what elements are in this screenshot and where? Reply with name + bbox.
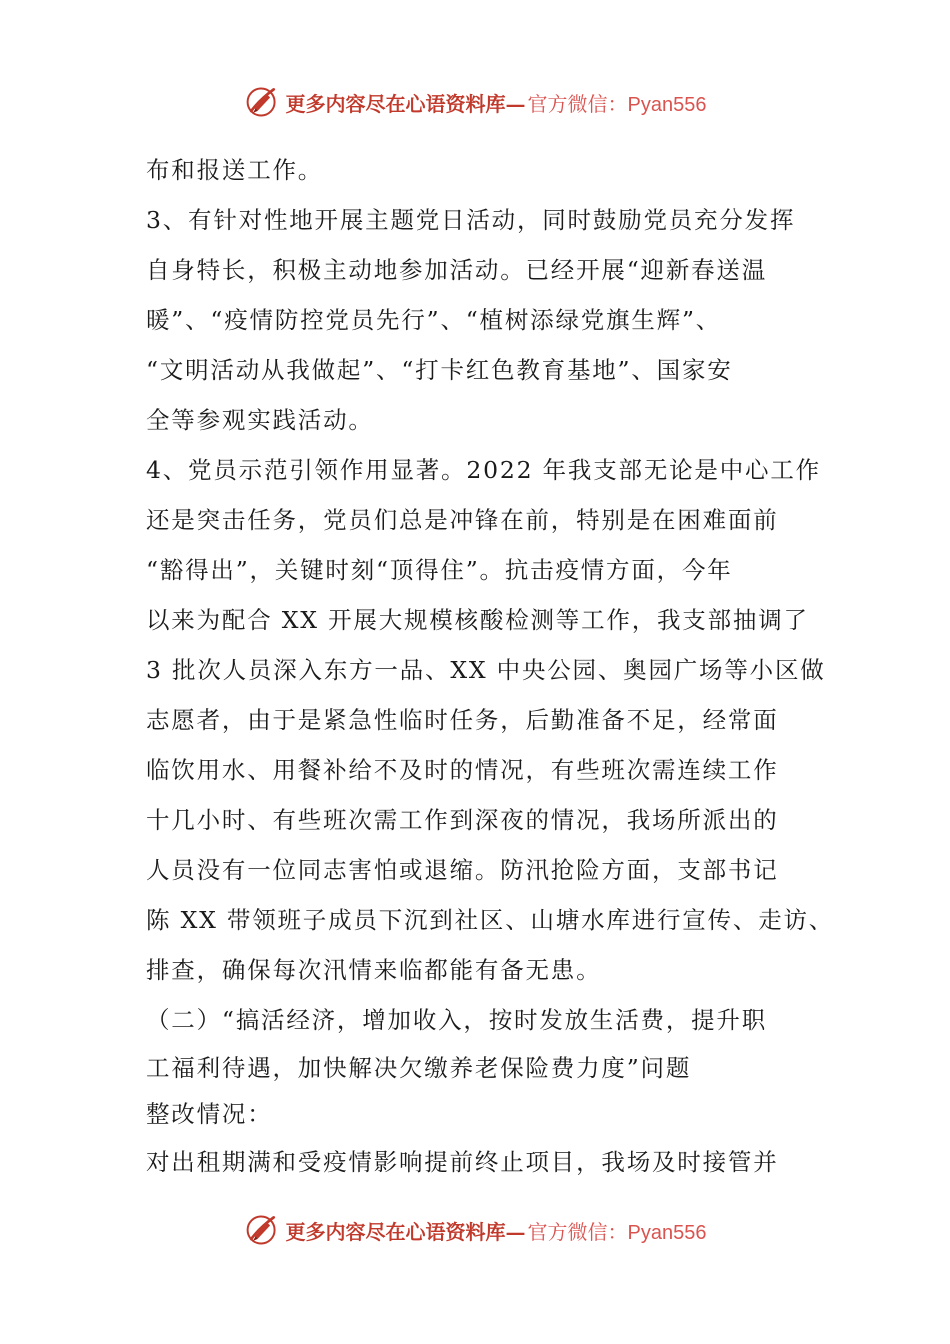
text-line: 自身特长，积极主动地参加活动。已经开展“迎新春送温: [146, 256, 768, 284]
watermark-wechat-id: Pyan556: [627, 93, 707, 116]
header-watermark-banner: [0, 80, 950, 124]
text-line: 人员没有一位同志害怕或退缩。防汛抢险方面，支部书记: [146, 856, 779, 884]
watermark-wechat-id: Pyan556: [627, 1221, 707, 1244]
text-line: （二）“搞活经济，增加收入，按时发放生活费，提升职: [146, 1006, 768, 1034]
pen-logo-icon: [244, 84, 280, 120]
watermark-main-text: 更多内容尽在心语资料库: [285, 1219, 506, 1244]
pen-logo-icon: [244, 1212, 280, 1248]
text-line: 工福利待遇，加快解决欠缴养老保险费力度”问题: [146, 1054, 692, 1082]
watermark-wechat-label: 官方微信：: [527, 91, 628, 116]
text-line: 排查，确保每次汛情来临都能有备无患。: [146, 956, 602, 984]
text-line: 布和报送工作。: [146, 156, 324, 184]
document-body: [146, 145, 836, 1187]
text-line: 临饮用水、用餐补给不及时的情况，有些班次需连续工作: [146, 756, 779, 784]
watermark-main-text: 更多内容尽在心语资料库: [285, 91, 506, 116]
watermark-text: [286, 88, 707, 117]
text-line: 全等参观实践活动。: [146, 406, 374, 434]
text-line: 整改情况：: [146, 1100, 273, 1128]
footer-watermark-banner: [0, 1208, 950, 1252]
watermark-wechat-label: 官方微信：: [527, 1219, 628, 1244]
text-line: 3、有针对性地开展主题党日活动，同时鼓励党员充分发挥: [146, 206, 796, 234]
text-line: “豁得出”，关键时刻“顶得住”。抗击疫情方面，今年: [146, 556, 733, 584]
text-line: 暖”、“疫情防控党员先行”、“植树添绿党旗生辉”、: [146, 306, 722, 334]
text-line: 4、党员示范引领作用显著。2022 年我支部无论是中心工作: [146, 456, 821, 484]
text-line: 十几小时、有些班次需工作到深夜的情况，我场所派出的: [146, 806, 779, 834]
text-line: 陈 XX 带领班子成员下沉到社区、山塘水库进行宣传、走访、: [146, 906, 835, 934]
text-line: 对出租期满和受疫情影响提前终止项目，我场及时接管并: [146, 1148, 779, 1176]
text-line: 志愿者，由于是紧急性临时任务，后勤准备不足，经常面: [146, 706, 779, 734]
watermark-text: [286, 1216, 707, 1245]
watermark-dash: —: [505, 91, 526, 116]
text-line: “文明活动从我做起”、“打卡红色教育基地”、国家安: [146, 356, 733, 384]
text-line: 还是突击任务，党员们总是冲锋在前，特别是在困难面前: [146, 506, 779, 534]
watermark-dash: —: [505, 1219, 526, 1244]
text-line: 以来为配合 XX 开展大规模核酸检测等工作，我支部抽调了: [146, 606, 809, 634]
text-line: 3 批次人员深入东方一品、XX 中央公园、奥园广场等小区做: [146, 656, 826, 684]
